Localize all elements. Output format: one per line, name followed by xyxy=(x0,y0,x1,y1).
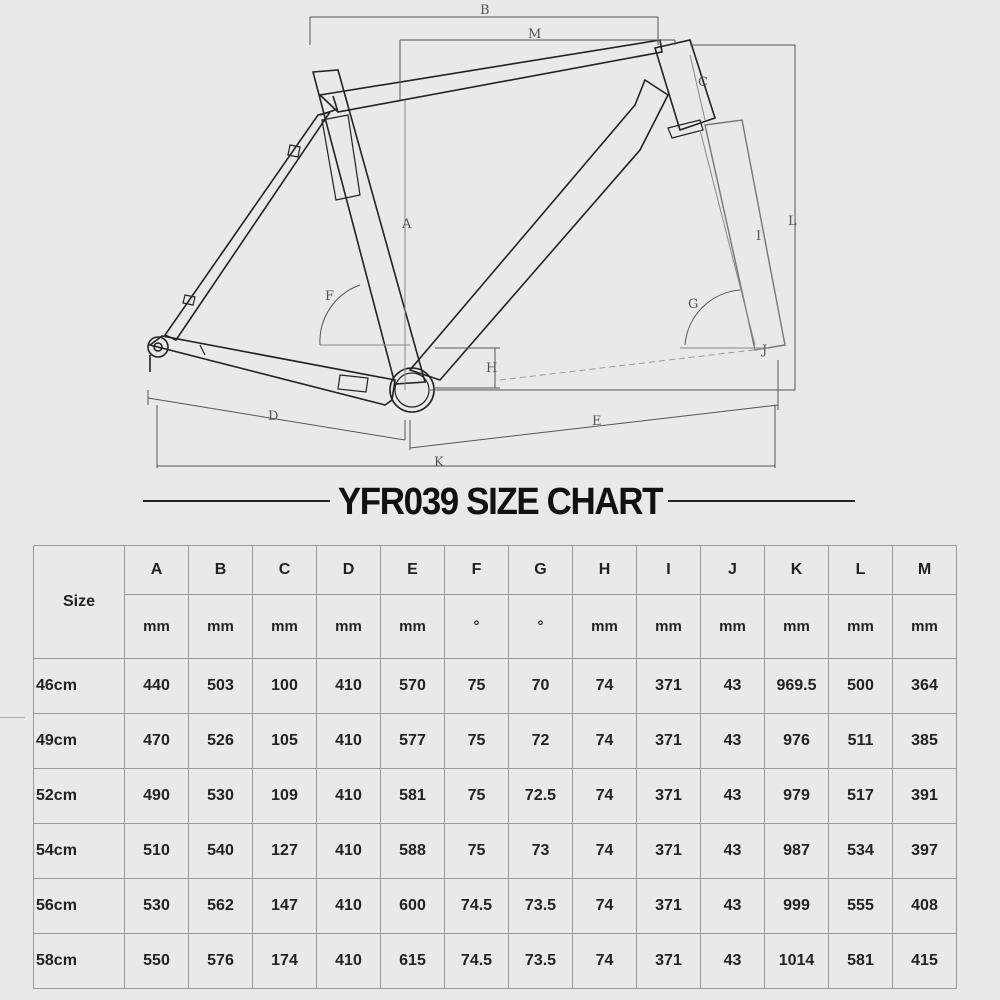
value-cell: 581 xyxy=(381,769,445,824)
value-cell: 43 xyxy=(701,714,765,769)
value-cell: 600 xyxy=(381,879,445,934)
label-k: K xyxy=(434,455,444,470)
size-cell: 46cm xyxy=(34,659,125,714)
value-cell: 74 xyxy=(573,714,637,769)
table-row xyxy=(34,879,957,934)
unit-cell: mm xyxy=(765,595,829,659)
value-cell: 43 xyxy=(701,824,765,879)
value-cell: 615 xyxy=(381,934,445,989)
unit-cell: mm xyxy=(381,595,445,659)
value-cell: 73 xyxy=(509,824,573,879)
value-cell: 588 xyxy=(381,824,445,879)
value-cell: 75 xyxy=(445,824,509,879)
value-cell: 415 xyxy=(893,934,957,989)
value-cell: 517 xyxy=(829,769,893,824)
value-cell: 74 xyxy=(573,879,637,934)
chart-title: YFR039 SIZE CHART xyxy=(337,481,663,523)
value-cell: 511 xyxy=(829,714,893,769)
value-cell: 43 xyxy=(701,769,765,824)
table-row xyxy=(34,824,957,879)
value-cell: 74 xyxy=(573,769,637,824)
label-e: E xyxy=(592,414,602,429)
value-cell: 109 xyxy=(253,769,317,824)
value-cell: 1014 xyxy=(765,934,829,989)
column-header: J xyxy=(701,546,765,595)
size-header: Size xyxy=(34,546,125,659)
value-cell: 500 xyxy=(829,659,893,714)
value-cell: 530 xyxy=(189,769,253,824)
value-cell: 410 xyxy=(317,769,381,824)
value-cell: 555 xyxy=(829,879,893,934)
column-header: L xyxy=(829,546,893,595)
size-cell: 49cm xyxy=(34,714,125,769)
unit-cell: mm xyxy=(573,595,637,659)
size-cell: 56cm xyxy=(34,879,125,934)
value-cell: 371 xyxy=(637,714,701,769)
value-cell: 174 xyxy=(253,934,317,989)
column-header: G xyxy=(509,546,573,595)
value-cell: 979 xyxy=(765,769,829,824)
value-cell: 100 xyxy=(253,659,317,714)
value-cell: 408 xyxy=(893,879,957,934)
unit-cell: mm xyxy=(637,595,701,659)
size-cell: 58cm xyxy=(34,934,125,989)
value-cell: 73.5 xyxy=(509,934,573,989)
value-cell: 410 xyxy=(317,824,381,879)
value-cell: 577 xyxy=(381,714,445,769)
label-d: D xyxy=(268,409,279,424)
unit-cell: ° xyxy=(509,595,573,659)
value-cell: 397 xyxy=(893,824,957,879)
value-cell: 43 xyxy=(701,879,765,934)
frame-geometry-diagram xyxy=(0,0,1000,480)
value-cell: 385 xyxy=(893,714,957,769)
title-row xyxy=(0,478,1000,526)
label-h: H xyxy=(486,361,498,376)
value-cell: 75 xyxy=(445,714,509,769)
value-cell: 74 xyxy=(573,659,637,714)
value-cell: 74.5 xyxy=(445,879,509,934)
column-header: K xyxy=(765,546,829,595)
unit-cell: mm xyxy=(829,595,893,659)
column-header: E xyxy=(381,546,445,595)
size-cell: 52cm xyxy=(34,769,125,824)
table-body xyxy=(34,659,957,989)
value-cell: 371 xyxy=(637,824,701,879)
value-cell: 490 xyxy=(125,769,189,824)
value-cell: 371 xyxy=(637,769,701,824)
table-row xyxy=(34,714,957,769)
value-cell: 410 xyxy=(317,879,381,934)
value-cell: 43 xyxy=(701,659,765,714)
dimension-letter-labels xyxy=(268,3,797,470)
value-cell: 147 xyxy=(253,879,317,934)
column-header-row xyxy=(34,546,957,595)
value-cell: 440 xyxy=(125,659,189,714)
value-cell: 72 xyxy=(509,714,573,769)
value-cell: 999 xyxy=(765,879,829,934)
label-b: B xyxy=(480,3,490,18)
unit-cell: mm xyxy=(253,595,317,659)
value-cell: 43 xyxy=(701,934,765,989)
unit-cell: mm xyxy=(125,595,189,659)
value-cell: 470 xyxy=(125,714,189,769)
label-i: I xyxy=(756,229,762,244)
value-cell: 410 xyxy=(317,714,381,769)
unit-cell: mm xyxy=(189,595,253,659)
value-cell: 73.5 xyxy=(509,879,573,934)
value-cell: 976 xyxy=(765,714,829,769)
value-cell: 510 xyxy=(125,824,189,879)
unit-cell: mm xyxy=(701,595,765,659)
fork-outline xyxy=(705,120,785,350)
value-cell: 70 xyxy=(509,659,573,714)
column-header: D xyxy=(317,546,381,595)
value-cell: 576 xyxy=(189,934,253,989)
value-cell: 581 xyxy=(829,934,893,989)
value-cell: 105 xyxy=(253,714,317,769)
column-header: C xyxy=(253,546,317,595)
value-cell: 550 xyxy=(125,934,189,989)
value-cell: 371 xyxy=(637,879,701,934)
value-cell: 127 xyxy=(253,824,317,879)
value-cell: 371 xyxy=(637,934,701,989)
table-row xyxy=(34,659,957,714)
value-cell: 410 xyxy=(317,659,381,714)
value-cell: 74 xyxy=(573,934,637,989)
divider xyxy=(0,717,25,718)
value-cell: 364 xyxy=(893,659,957,714)
unit-row xyxy=(34,595,957,659)
table-row xyxy=(34,934,957,989)
value-cell: 530 xyxy=(125,879,189,934)
value-cell: 969.5 xyxy=(765,659,829,714)
value-cell: 570 xyxy=(381,659,445,714)
label-a: A xyxy=(402,217,412,232)
unit-cell: mm xyxy=(317,595,381,659)
value-cell: 391 xyxy=(893,769,957,824)
value-cell: 562 xyxy=(189,879,253,934)
size-table xyxy=(33,545,957,989)
value-cell: 75 xyxy=(445,769,509,824)
value-cell: 75 xyxy=(445,659,509,714)
value-cell: 526 xyxy=(189,714,253,769)
value-cell: 534 xyxy=(829,824,893,879)
column-header: B xyxy=(189,546,253,595)
label-j: J xyxy=(762,343,768,358)
label-l: L xyxy=(788,214,797,229)
label-c: C xyxy=(698,75,708,90)
value-cell: 540 xyxy=(189,824,253,879)
size-cell: 54cm xyxy=(34,824,125,879)
unit-cell: ° xyxy=(445,595,509,659)
label-f: F xyxy=(325,289,335,304)
label-g: G xyxy=(688,297,699,312)
column-header: F xyxy=(445,546,509,595)
value-cell: 987 xyxy=(765,824,829,879)
value-cell: 371 xyxy=(637,659,701,714)
value-cell: 72.5 xyxy=(509,769,573,824)
value-cell: 74 xyxy=(573,824,637,879)
value-cell: 503 xyxy=(189,659,253,714)
value-cell: 410 xyxy=(317,934,381,989)
bike-frame xyxy=(148,40,715,412)
value-cell: 74.5 xyxy=(445,934,509,989)
column-header: M xyxy=(893,546,957,595)
column-header: I xyxy=(637,546,701,595)
table-row xyxy=(34,769,957,824)
column-header: H xyxy=(573,546,637,595)
unit-cell: mm xyxy=(893,595,957,659)
column-header: A xyxy=(125,546,189,595)
label-m: M xyxy=(528,27,542,42)
